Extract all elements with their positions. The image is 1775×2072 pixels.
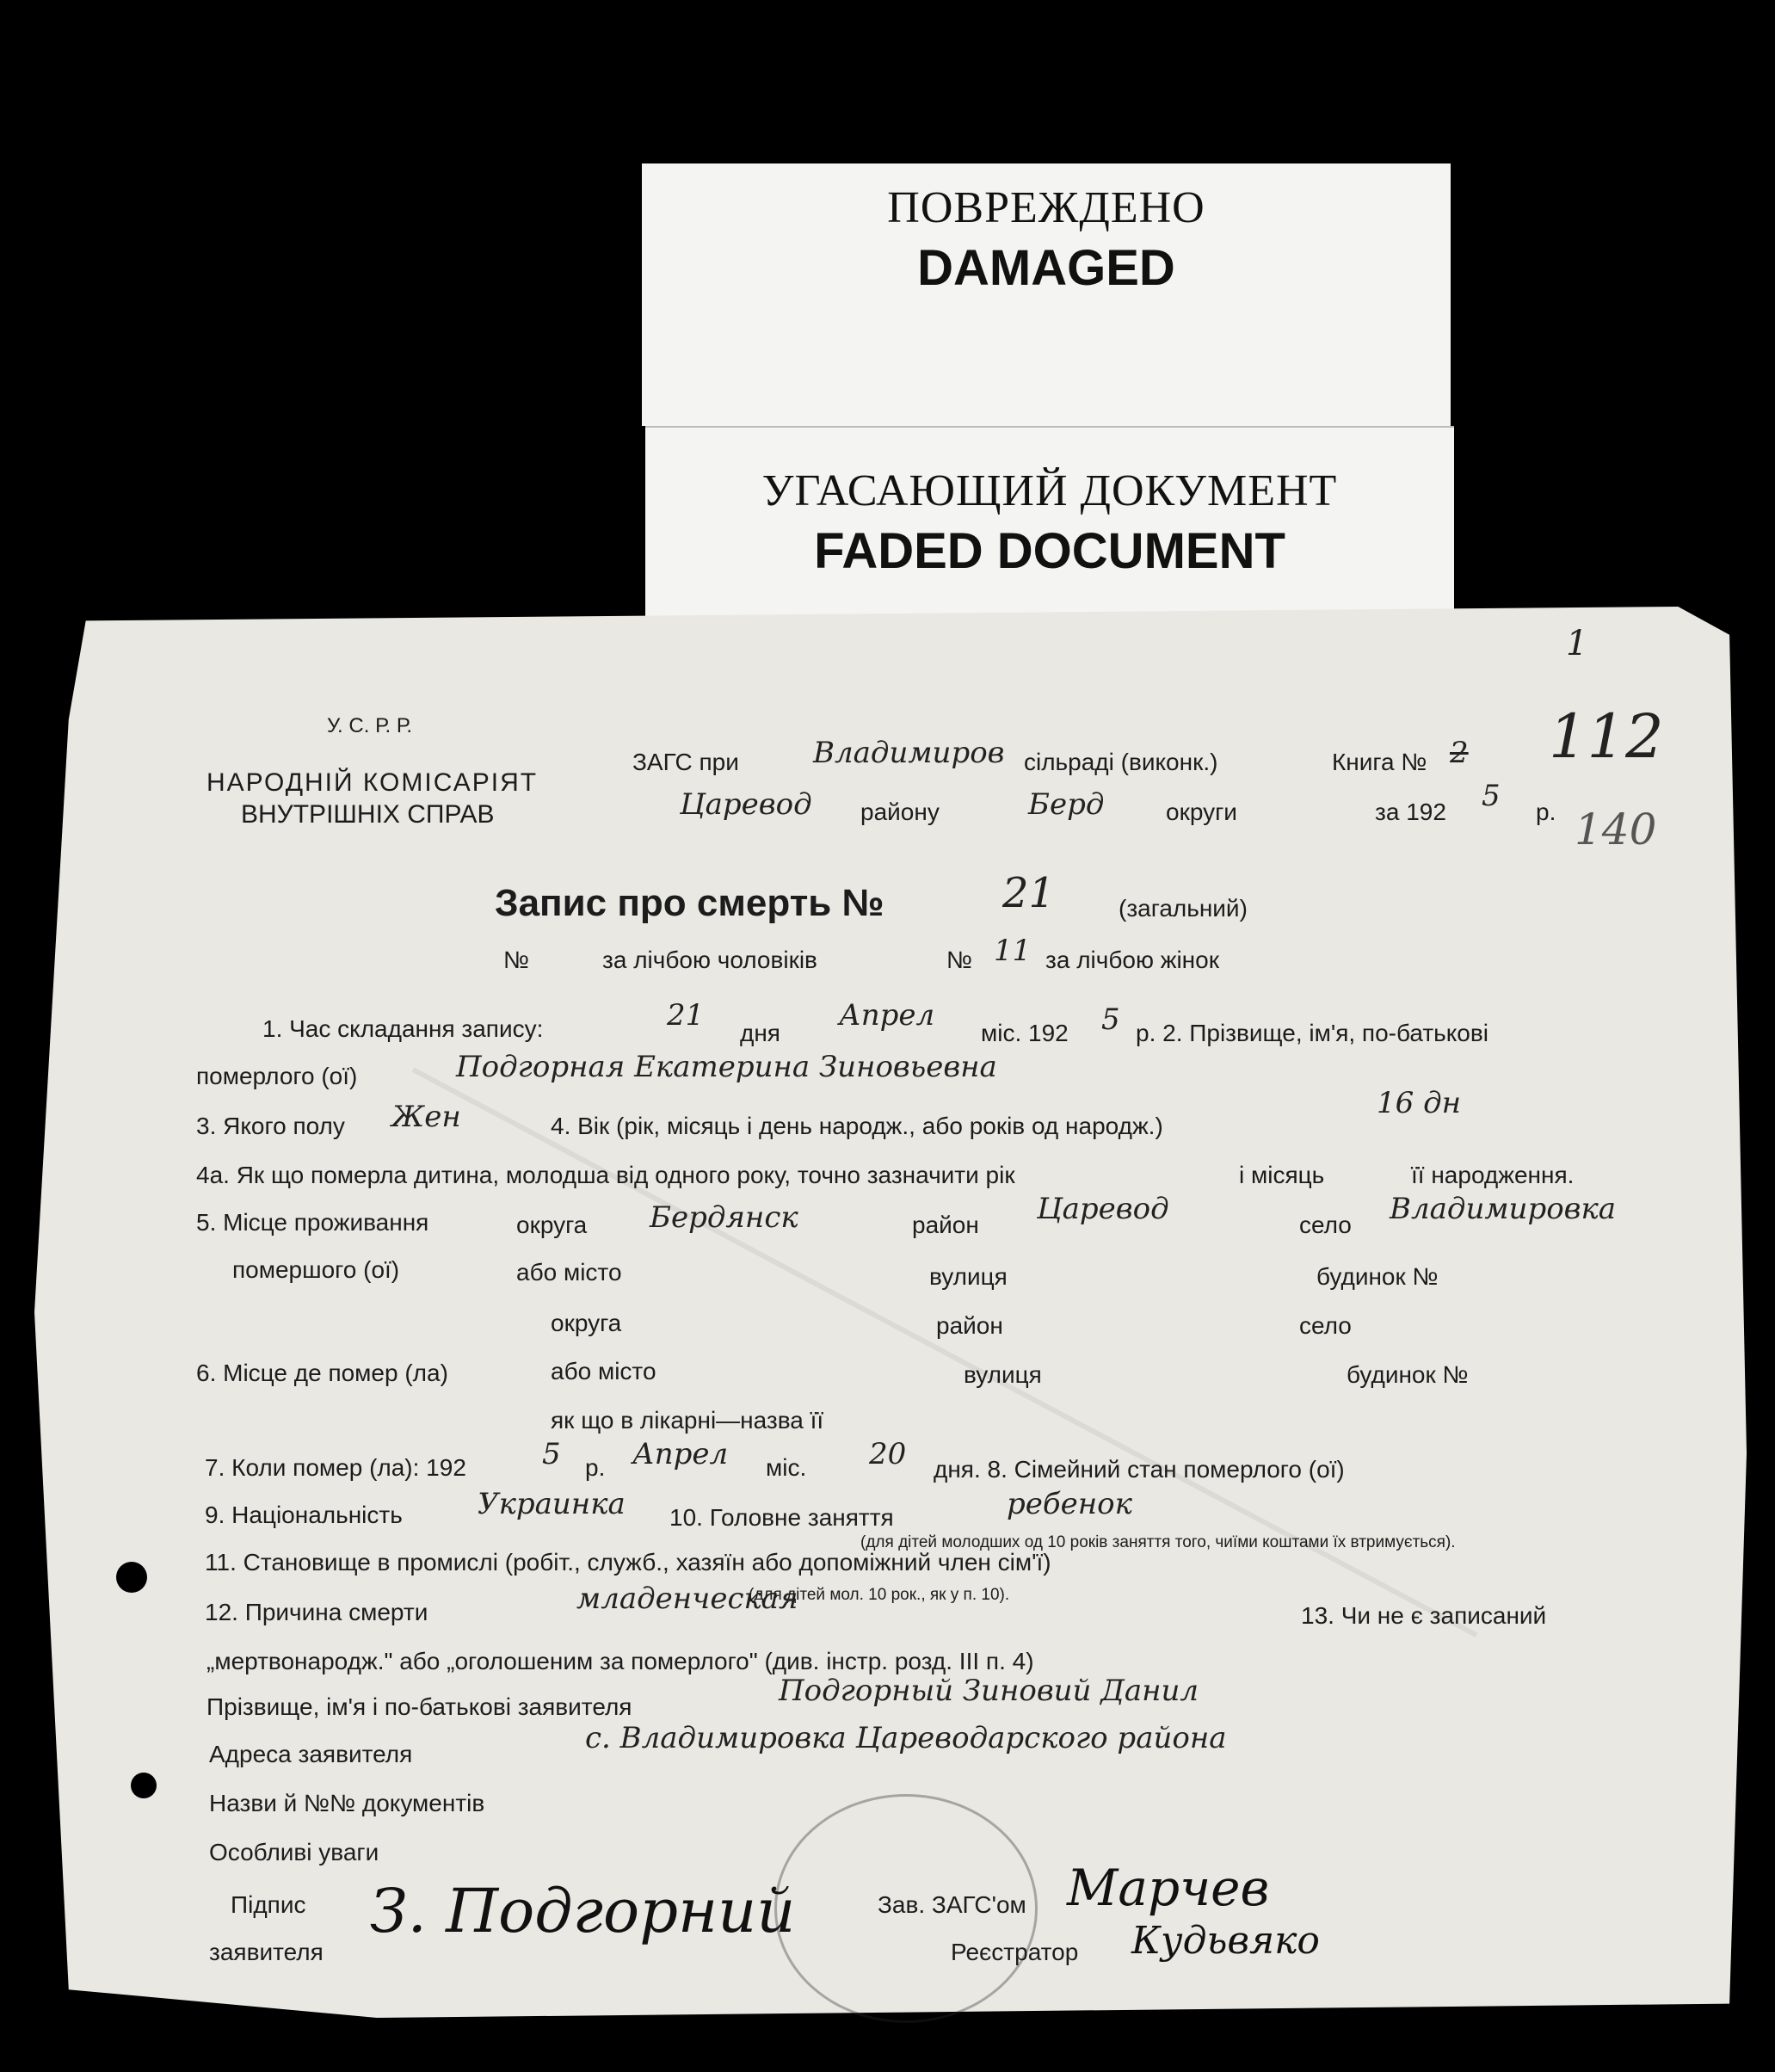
row10-label: 10. Головне заняття xyxy=(669,1504,894,1531)
row1-label-a: 1. Час складання запису: xyxy=(262,1015,544,1042)
year-suffix-label: р. xyxy=(1536,799,1556,825)
row1-label-d: р. 2. Прізвище, ім'я, по-батькові xyxy=(1136,1020,1488,1046)
row5-vulytsia-label: вулиця xyxy=(929,1263,1008,1290)
row5-raion-label: район xyxy=(912,1212,979,1238)
faded-label-ru: УГАСАЮЩИЙ ДОКУМЕНТ xyxy=(761,466,1338,515)
record-title: Запис про смерть № xyxy=(495,882,884,924)
row7-label-a: 7. Коли помер (ла): 192 xyxy=(205,1454,466,1481)
row5-budynok-label: будинок № xyxy=(1316,1263,1439,1290)
men-count-label: за лічбою чоловіків xyxy=(602,947,817,973)
row6-label: 6. Місце де помер (ла) xyxy=(196,1360,448,1386)
age-value: 16 дн xyxy=(1377,1086,1462,1120)
raionu-label: району xyxy=(860,799,940,825)
row6-hospital-label: як що в лікарні—назва її xyxy=(551,1407,824,1434)
zags-head-label: Зав. ЗАГС'ом xyxy=(878,1891,1026,1918)
applicant-address-value: с. Владимировка Цареводарского района xyxy=(585,1721,1227,1755)
row6-selo-label: село xyxy=(1299,1312,1352,1339)
registrar-signature: Кудьвяко xyxy=(1131,1919,1320,1963)
row3-label-age: 4. Вік (рік, місяць і день народж., або років од народж.) xyxy=(551,1113,1163,1139)
faded-label-en: FADED DOCUMENT xyxy=(814,523,1285,579)
row1-label-b: дня xyxy=(740,1020,780,1046)
row4a-label: 4а. Як що померла дитина, молодша від одного року, точно зазначити рік xyxy=(196,1162,1015,1188)
damaged-label-card xyxy=(642,163,1451,426)
ministry-line-1: НАРОДНІЙ КОМІСАРІЯТ xyxy=(206,768,539,797)
corner-mark: 1 xyxy=(1566,624,1588,663)
row4a-month-label: і місяць xyxy=(1239,1162,1325,1188)
row9-label: 9. Національність xyxy=(205,1502,403,1528)
row5-selo-label: село xyxy=(1299,1212,1352,1238)
applicant-name-label: Прізвище, ім'я і по-батькові заявителя xyxy=(206,1693,632,1720)
okrugy-label: округи xyxy=(1166,799,1237,825)
nationality-value: Украинка xyxy=(478,1487,626,1521)
row5-label-b: помершого (ої) xyxy=(232,1256,400,1283)
row6-misto-label: або місто xyxy=(551,1358,656,1384)
zags-head-signature: Марчев xyxy=(1067,1859,1270,1917)
row10-note: (для дітей молодших од 10 років заняття того, чиїми коштами їх втримується). xyxy=(860,1533,1456,1551)
book-value: 112 xyxy=(1549,701,1664,772)
silradi-label: сільраді (виконк.) xyxy=(1024,749,1218,775)
punch-hole xyxy=(131,1773,157,1798)
row3-label-sex: 3. Якого полу xyxy=(196,1113,345,1139)
record-year-value: 5 xyxy=(1101,1002,1120,1037)
row7-label-c: міс. xyxy=(766,1454,807,1481)
applicant-signature: З. Подгорний xyxy=(370,1876,796,1946)
residence-okrug-value: Бердянск xyxy=(650,1200,798,1235)
zags-pri-label: ЗАГС при xyxy=(632,749,739,775)
applicant-name-value: Подгорный Зиновий Данил xyxy=(779,1674,1199,1708)
deceased-name-value: Подгорная Екатерина Зиновьевна xyxy=(456,1050,997,1084)
death-month-value: Апрел xyxy=(632,1437,729,1471)
general-label: (загальний) xyxy=(1119,895,1248,922)
row11-label: 11. Становище в промислі (робіт., служб., хазяїн або допоміжний член сім'ї) xyxy=(205,1549,1051,1576)
row7-label-d: дня. 8. Сімейний стан померлого (ої) xyxy=(934,1456,1345,1483)
registrar-label: Реєстратор xyxy=(951,1939,1079,1965)
cause-of-death-value: младенческая xyxy=(576,1582,798,1616)
okrug-value: Берд xyxy=(1028,787,1105,822)
faded-label-card xyxy=(645,426,1454,617)
row6-vulytsia-label: вулиця xyxy=(964,1361,1042,1388)
signature-label-2: заявителя xyxy=(209,1939,324,1965)
row12-label: 12. Причина смерти xyxy=(205,1599,428,1625)
row7-label-b: р. xyxy=(585,1454,606,1481)
death-year-value: 5 xyxy=(542,1437,561,1471)
applicant-address-label: Адреса заявителя xyxy=(209,1741,413,1767)
book-label: Книга № xyxy=(1332,749,1427,775)
notes-label: Особливі уваги xyxy=(209,1839,379,1865)
sex-value: Жен xyxy=(391,1100,461,1134)
record-month-value: Апрел xyxy=(839,998,935,1033)
row6-raion-label: район xyxy=(936,1312,1003,1339)
row13-continuation: „мертвонародж." або „оголошеним за померлого" (див. інстр. розд. III п. 4) xyxy=(206,1648,1034,1674)
row5-misto-label: або місто xyxy=(516,1259,622,1286)
damaged-label-en: DAMAGED xyxy=(917,240,1175,296)
men-no-label: № xyxy=(503,947,530,973)
row13-label: 13. Чи не є записаний xyxy=(1301,1602,1547,1629)
punch-hole xyxy=(116,1562,147,1593)
year-value: 5 xyxy=(1482,779,1501,813)
documents-label: Назви й №№ документів xyxy=(209,1790,485,1816)
zags-value: Владимиров xyxy=(813,736,1005,770)
damaged-label-ru: ПОВРЕЖДЕНО xyxy=(887,183,1205,232)
residence-selo-value: Владимировка xyxy=(1390,1192,1617,1226)
row2-label: померлого (ої) xyxy=(196,1063,358,1089)
row1-label-c: міс. 192 xyxy=(981,1020,1069,1046)
row5-label-a: 5. Місце проживання xyxy=(196,1209,429,1236)
record-day-value: 21 xyxy=(667,998,705,1033)
book-struck-value: 2 xyxy=(1450,736,1469,770)
signature-label-1: Підпис xyxy=(231,1891,306,1918)
death-day-value: 20 xyxy=(869,1437,907,1471)
row4a-birth-label: її народження. xyxy=(1411,1162,1575,1188)
row6-budynok-label: будинок № xyxy=(1347,1361,1469,1388)
ministry-line-2: ВНУТРІШНІХ СПРАВ xyxy=(241,800,495,829)
row5-okrug-label: округа xyxy=(516,1212,588,1238)
row12-note: (для дітей мол. 10 рок., як у п. 10). xyxy=(749,1586,1010,1604)
residence-raion-value: Царевод xyxy=(1037,1192,1169,1226)
year-prefix-label: за 192 xyxy=(1375,799,1446,825)
women-count-value: 11 xyxy=(994,934,1032,968)
women-count-label: за лічбою жінок xyxy=(1045,947,1219,973)
row6-okrug-label: округа xyxy=(551,1310,622,1336)
republic-label: У. С. Р. Р. xyxy=(327,714,413,737)
occupation-value: ребенок xyxy=(1007,1487,1132,1521)
record-number: 21 xyxy=(1002,869,1056,917)
raion-value: Царевод xyxy=(680,787,812,822)
side-number: 140 xyxy=(1575,805,1657,854)
women-no-label: № xyxy=(946,947,973,973)
